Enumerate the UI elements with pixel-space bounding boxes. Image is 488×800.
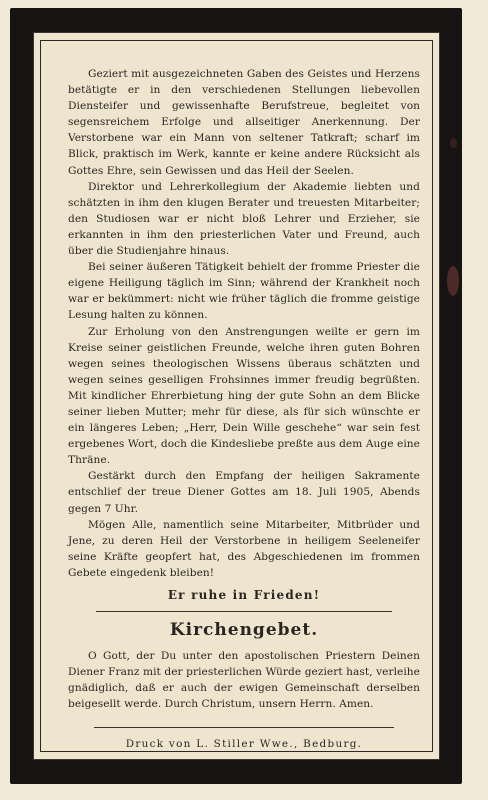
paragraph-piety: Bei seiner äußeren Tätigkeit behielt der fromme Priester die eigene Heiligung täglich im Sinn; während der Krankheit noch war er bekümmert: nicht wie früher täglich die fromme geistige Lesung halten zu können.: [68, 261, 420, 322]
prayer-title: Kirchengebet.: [169, 620, 319, 641]
rest-in-peace-motto: Er ruhe in Frieden!: [167, 588, 321, 602]
prayer-text: O Gott, der Du unter den apostolischen Priestern Deinen Diener Franz mit der priesterlichen Würde geziert hast, verleihe gnädiglich, daß er auch der ewigen Gemeinschaft derselben beigesellt werde. Durch Christum, unsern Herrn. Amen.: [68, 650, 420, 711]
printer-imprint: Druck von L. Stiller Wwe., Bedburg.: [125, 737, 363, 750]
paragraph-death-date: Gestärkt durch den Empfang der heiligen Sakramente entschlief der treue Diener Gottes am 18. Juli 1905, Abends gegen 7 Uhr.: [68, 470, 420, 515]
paragraph-character: Geziert mit ausgezeichneten Gaben des Geistes und Herzens betätigte er in den verschiedenen Stellungen liebevollen Diensteifer und gewissenhafte Berufstreue, begleitet von segensreichem Erfolge und allseitiger Anerkennung. Der Verstorbene war ein Mann von seltener Tatkraft; scharf im Blick, praktisch im Werk, kannte er keine andere Rücksicht als Gottes Ehre, sein Gewissen und das Heil der Seelen.: [68, 68, 420, 177]
footer-divider: [94, 727, 394, 728]
section-divider: [96, 611, 392, 612]
paragraph-friends-mother: Zur Erholung von den Anstrengungen weilte er gern im Kreise seiner geistlichen Freunde, welche ihren guten Bohren wegen seines theologischen Wissens überaus schätzten und wegen seines geselligen Frohsinnes immer freudig begrüßten. Mit kindlicher Ehrerbietung hing der gute Sohn an dem Blicke seiner lieben Mutter; mehr für diese, als für sich wünschte er ein längeres Leben; „Herr, Dein Wille geschehe“ war sein fest ergebenes Wort, doch die Kindesliebe preßte aus dem Auge eine Thräne.: [68, 325, 420, 467]
card-text-body: [68, 66, 420, 752]
paragraph-academy: Direktor und Lehrerkollegium der Akademie liebten und schätzten in ihm den klugen Berater und treuesten Mitarbeiter; den Studiosen war er nicht bloß Lehrer und Erzieher, sie erkannten in ihm den priesterlichen Vater und Freund, auch über die Studienjahre hinaus.: [68, 180, 420, 258]
paragraph-remembrance: Mögen Alle, namentlich seine Mitarbeiter, Mitbrüder und Jene, zu deren Heil der Verstorbene in heiligem Seeleneifer seine Kräfte geopfert hat, des Abgeschiedenen im frommen Gebete eingedenk bleiben!: [68, 518, 420, 579]
age-spot: [447, 266, 459, 296]
age-spot: [450, 138, 457, 148]
